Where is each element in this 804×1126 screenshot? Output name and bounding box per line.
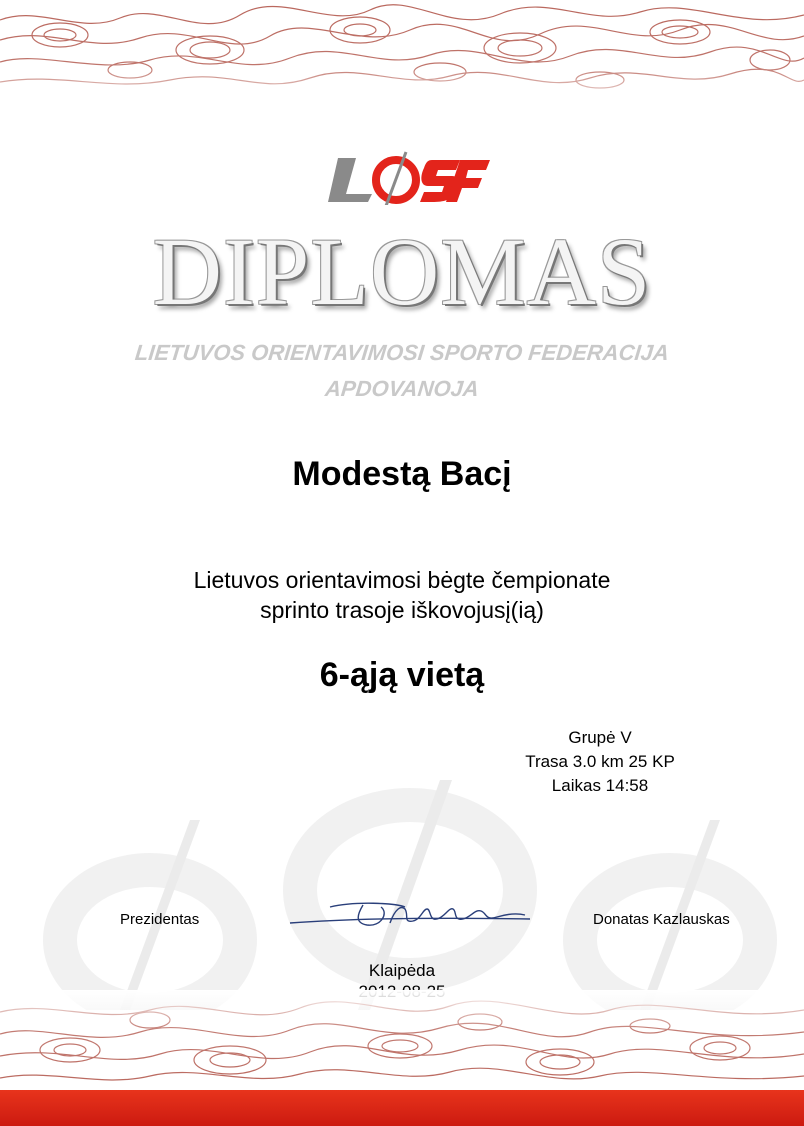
city-label: Klaipėda — [368, 961, 436, 980]
president-name: Donatas Kazlauskas — [593, 911, 730, 928]
description-line-2: sprinto trasoje iškovojusį(ią) — [260, 597, 544, 623]
time-label: Laikas 14:58 — [551, 776, 649, 795]
description-line-1: Lietuvos orientavimosi bėgte čempionate — [193, 567, 611, 593]
signature-image — [285, 895, 535, 935]
diploma-title: DIPLOMAS — [152, 218, 652, 325]
place-label: 6-ąją vietą — [319, 656, 485, 694]
top-topographic-pattern — [0, 0, 804, 110]
bottom-red-bar — [0, 1090, 804, 1126]
losf-logo — [320, 150, 490, 205]
recipient-name: Modestą Bacį — [292, 455, 512, 493]
achievement-description — [0, 565, 804, 625]
president-title: Prezidentas — [120, 911, 200, 928]
federation-subtitle: LIETUVOS ORIENTAVIMOSI SPORTO FEDERACIJA — [133, 340, 671, 365]
group-label: Grupė V — [568, 728, 632, 747]
course-label: Trasa 3.0 km 25 KP — [525, 752, 675, 771]
bottom-topographic-pattern — [0, 990, 804, 1090]
awards-subtitle: APDOVANOJA — [323, 376, 481, 401]
